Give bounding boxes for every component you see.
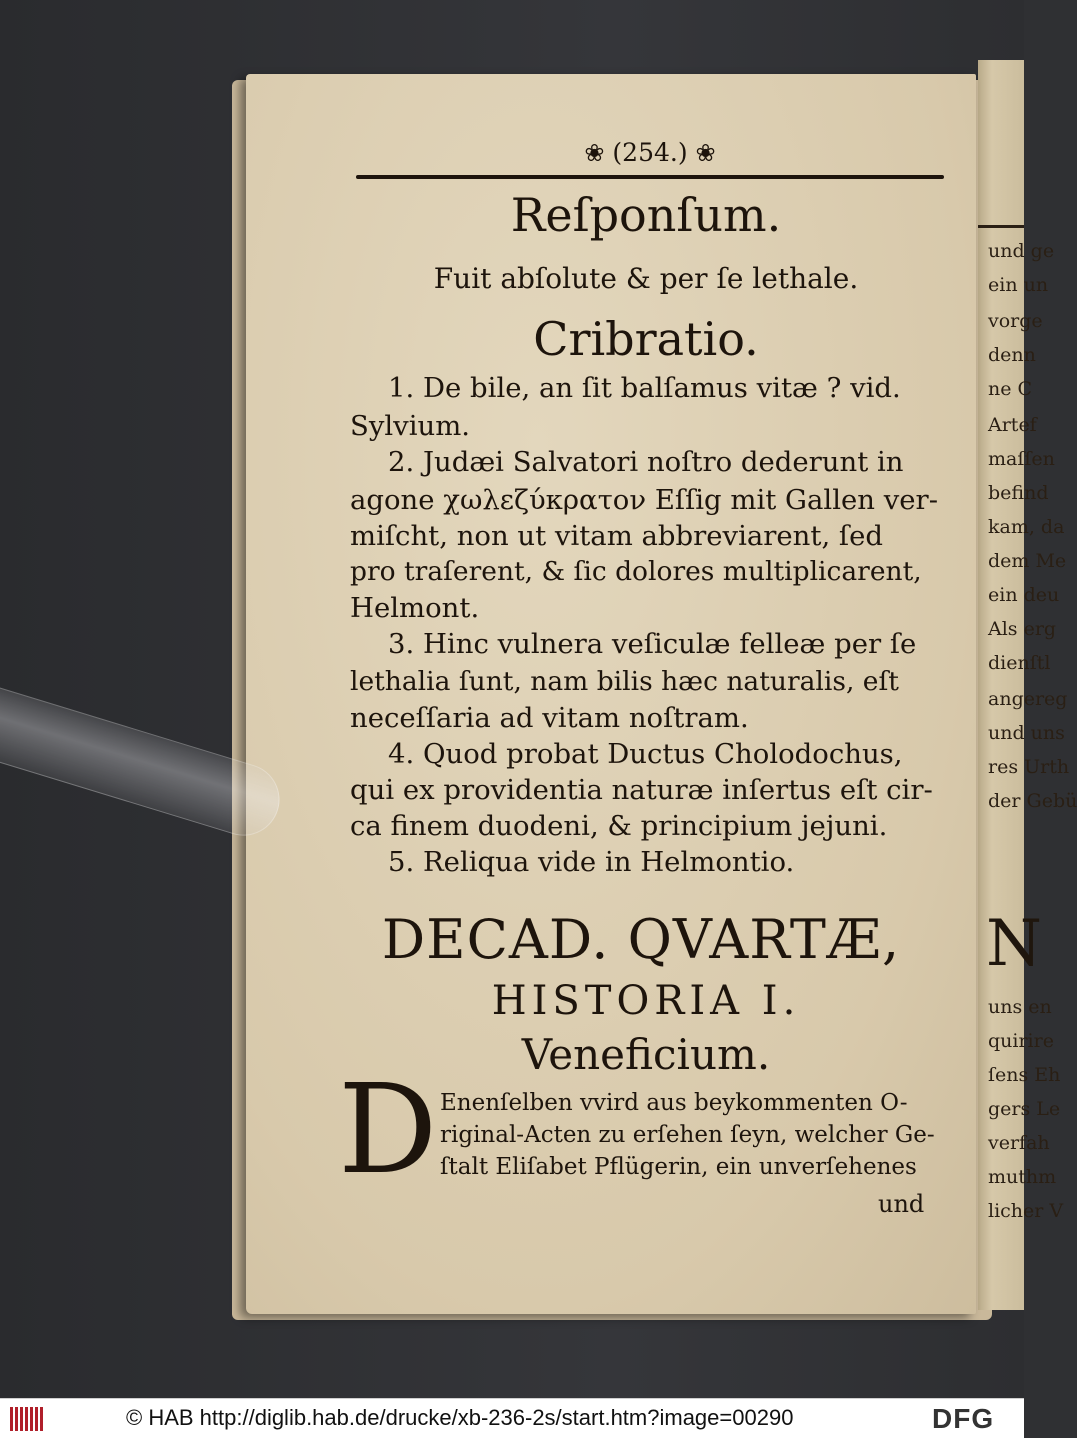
facing-page-fragment: dienſtl <box>988 652 1051 674</box>
heading-cribratio: Cribratio. <box>533 312 759 366</box>
facing-page-fragment: licher V <box>988 1200 1064 1222</box>
flower-ornament-icon: ❀ <box>584 139 605 167</box>
german-line: riginal-Acten zu erſehen ſeyn, welcher Ge- <box>440 1122 935 1148</box>
body-line: 2. Judæi Salvatori noſtro dederunt in <box>388 446 904 478</box>
footer-bar <box>0 1398 1024 1438</box>
body-line: ca finem duodeni, & principium jejuni. <box>350 810 888 842</box>
heading-responsum: Reſponſum. <box>510 188 782 242</box>
facing-page-fragment: kam, da <box>988 516 1065 538</box>
facing-page-fragment: ſens Eh <box>988 1064 1061 1086</box>
page-number: (254.) <box>612 138 688 167</box>
facing-page-fragment: gers Le <box>988 1098 1061 1120</box>
facing-page-fragment: verfah <box>988 1132 1050 1154</box>
body-line: lethalia ſunt, nam bilis hæc naturalis, eſt <box>350 666 899 697</box>
body-line: Sylvium. <box>350 410 471 442</box>
facing-page-fragment: Als erg <box>988 618 1057 640</box>
subheading-lethale: Fuit abſolute & per ſe lethale. <box>433 262 859 295</box>
facing-page-fragment: quirire <box>988 1030 1054 1052</box>
body-line: 3. Hinc vulnera veſiculæ felleæ per ſe <box>388 628 917 660</box>
footer-credit-link[interactable]: © HAB http://diglib.hab.de/drucke/xb-236-2s/start.htm?image=00290 <box>126 1405 794 1430</box>
facing-page-fragment: res Urth <box>988 756 1070 778</box>
facing-page-edge <box>978 60 1077 1310</box>
dfg-logo: DFG <box>932 1403 995 1434</box>
flower-ornament-icon: ❀ <box>695 139 716 167</box>
facing-page-fragment: maſſen <box>988 448 1055 470</box>
german-line: ſtalt Eliſabet Pflügerin, ein unverſehenes <box>440 1154 917 1180</box>
veneficium-heading: Veneficium. <box>521 1030 771 1079</box>
facing-page-fragment: und ge <box>988 240 1055 262</box>
facing-page-fragment: muthm <box>988 1166 1057 1188</box>
facing-page-fragment: ein un <box>988 274 1049 296</box>
body-line: miſcht, non ut vitam abbreviarent, ſed <box>350 520 883 552</box>
facing-page-fragment: Artef <box>988 414 1037 436</box>
body-line: agone χωλεζύκρατον Eſſig mit Gallen ver- <box>350 484 938 516</box>
facing-page-fragment: ein deu <box>988 584 1060 606</box>
facing-page-fragment: denn <box>988 344 1036 366</box>
facing-page-fragment: angereg <box>988 688 1068 710</box>
facing-page-rule <box>978 225 1024 228</box>
body-line: qui ex providentia naturæ inſertus eſt cir- <box>350 774 933 806</box>
german-line: Enenſelben vvird aus beykommenten O- <box>440 1090 908 1116</box>
section-title: DECAD. QVARTÆ, <box>381 908 901 971</box>
barcode-icon <box>10 1407 50 1431</box>
facing-page-fragment: befind <box>988 482 1049 504</box>
facing-page-dropcap: N <box>986 907 1042 981</box>
facing-page-fragment: vorge <box>988 310 1043 332</box>
facing-page-fragment: dem Me <box>988 550 1067 572</box>
catchword: und <box>878 1190 925 1218</box>
body-line: 4. Quod probat Ductus Cholodochus, <box>388 738 903 770</box>
drop-cap: D <box>338 1058 438 1202</box>
historia-heading: HISTORIA I. <box>491 978 801 1024</box>
facing-page-fragment: der Gebü <box>988 790 1077 812</box>
facing-page-fragment: uns en <box>988 996 1052 1018</box>
body-line: 5. Reliqua vide in Helmontio. <box>388 846 795 878</box>
body-line: neceſſaria ad vitam noſtram. <box>350 702 749 734</box>
header-rule <box>356 175 944 179</box>
page-number-header <box>560 138 740 167</box>
body-line: 1. De bile, an ſit balſamus vitæ ? vid. <box>388 372 901 404</box>
facing-page-fragment: ne C <box>988 378 1033 400</box>
body-line: pro traſerent, & ſic dolores multiplicarent, <box>350 556 922 587</box>
facing-page-fragment: und uns <box>988 722 1065 744</box>
body-line: Helmont. <box>350 592 480 624</box>
